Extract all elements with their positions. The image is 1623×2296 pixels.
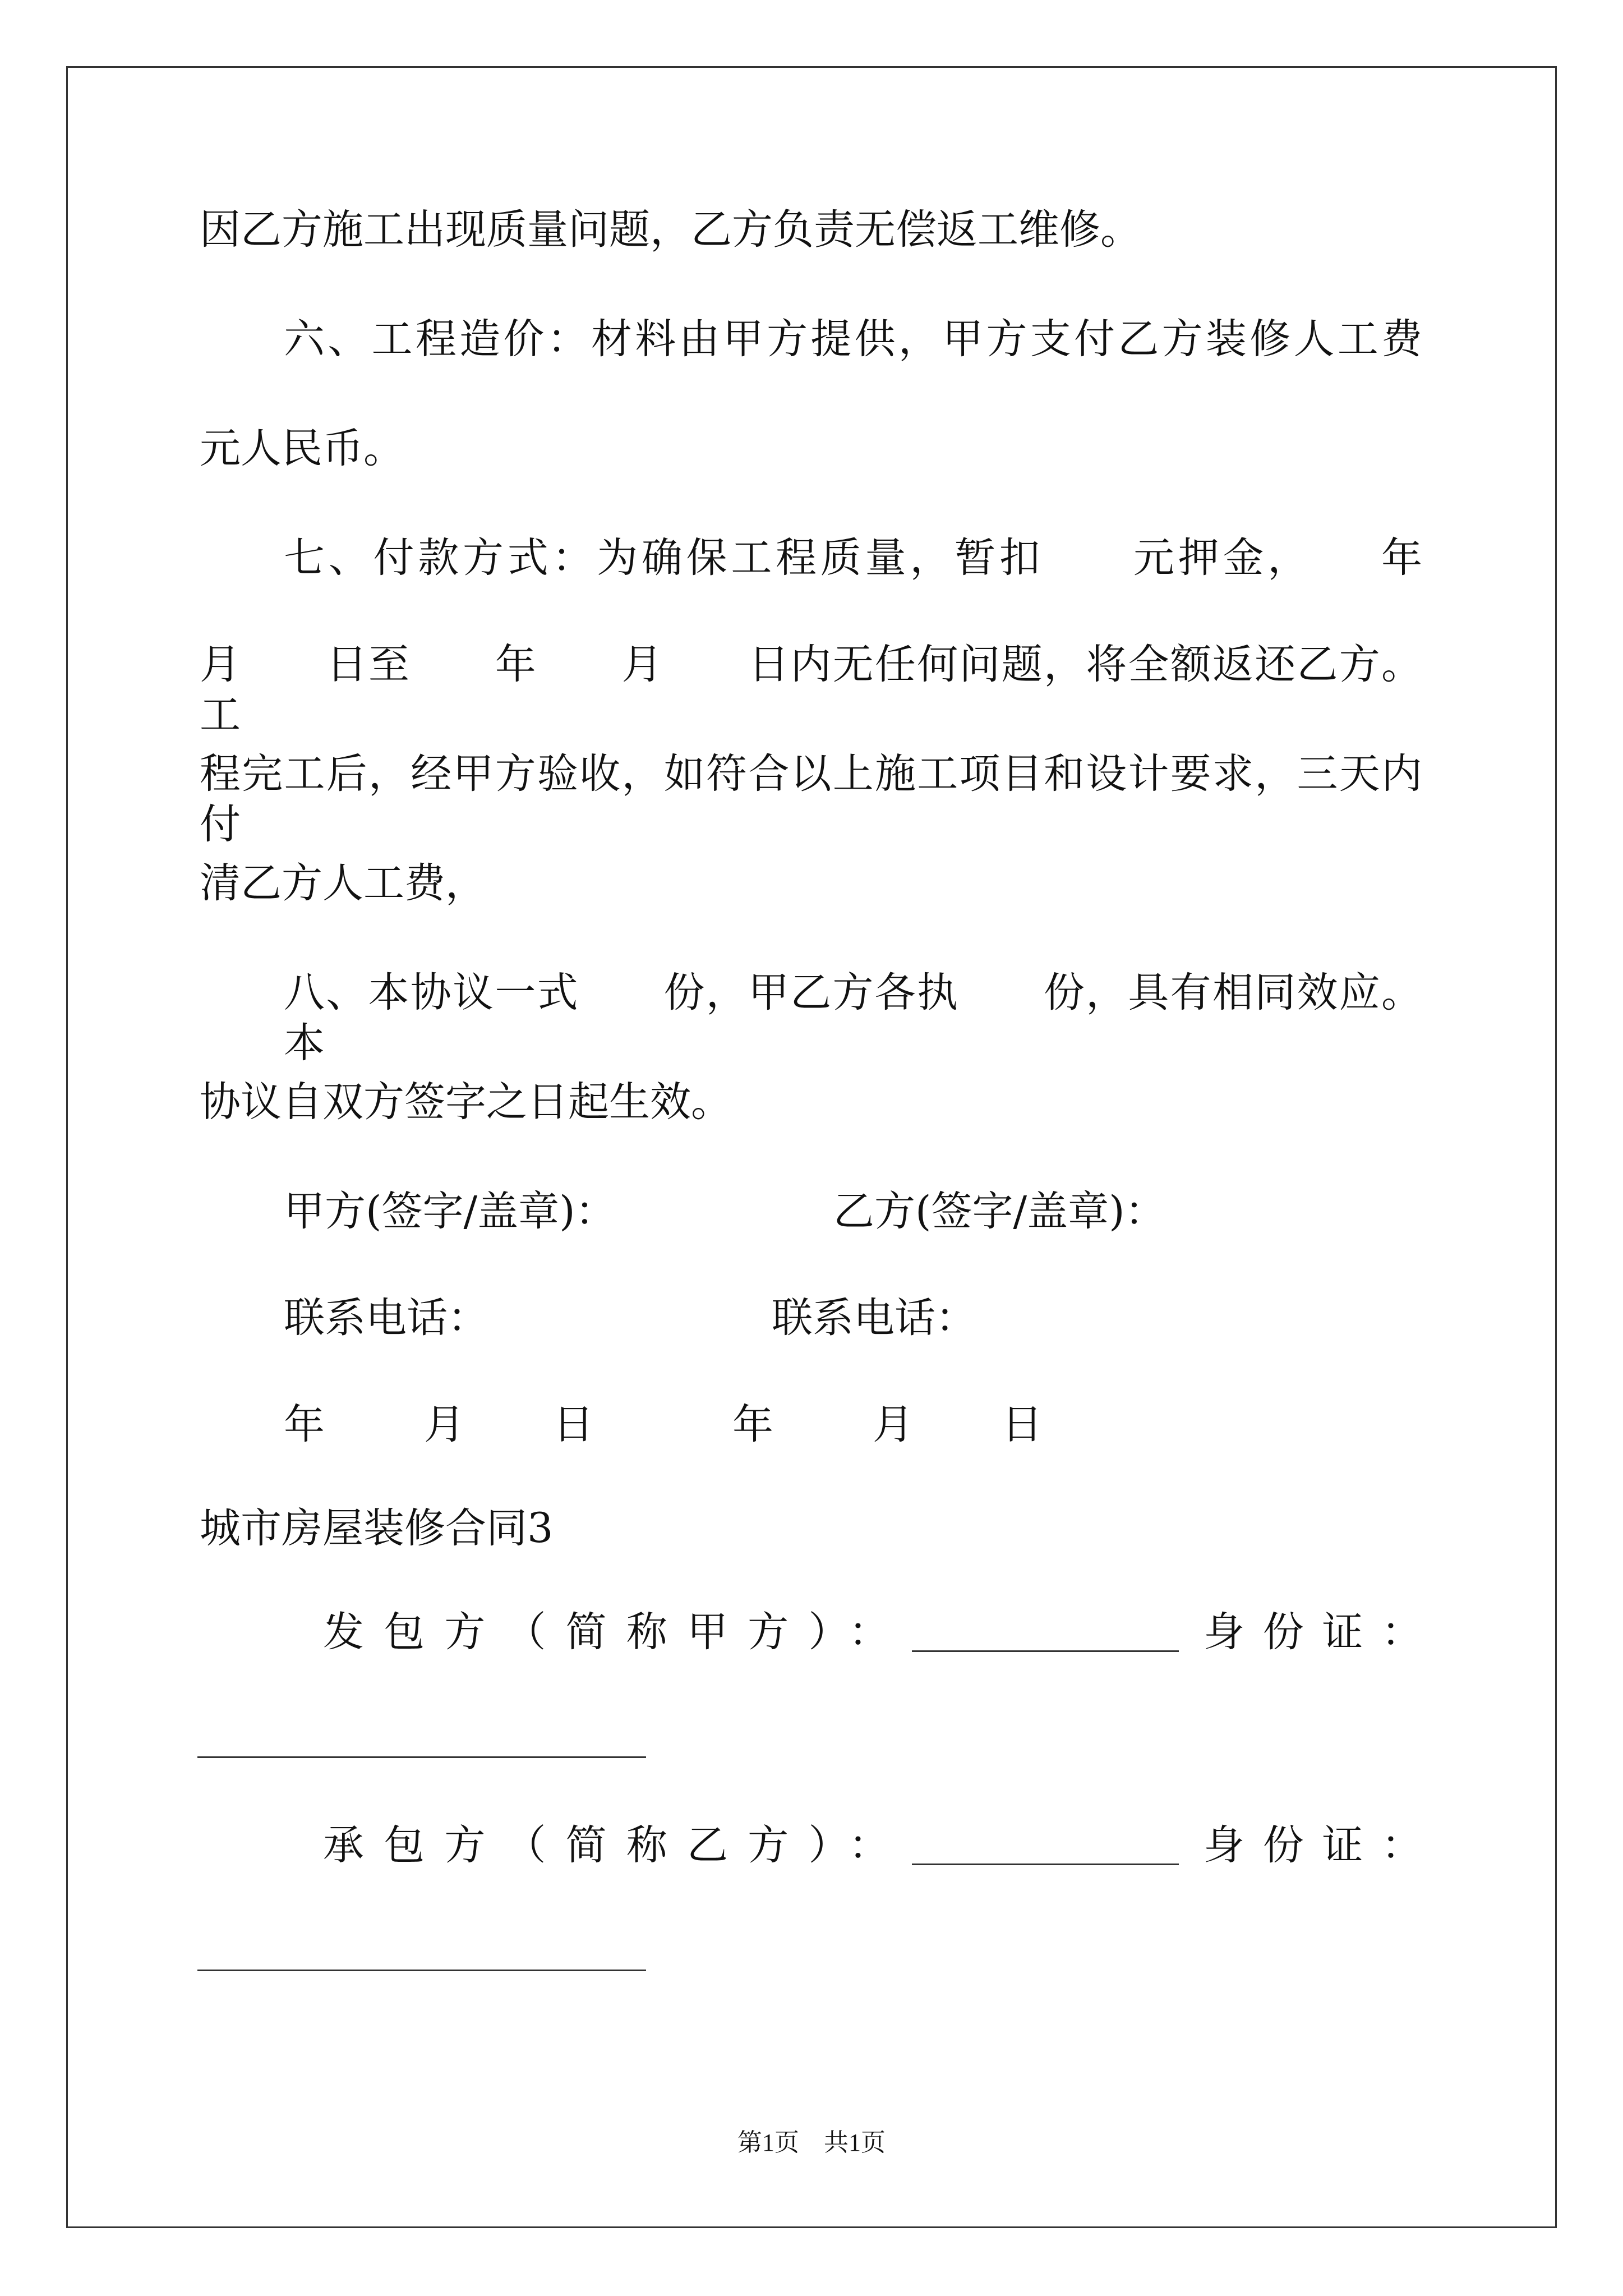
employer-name-blank [912,1650,1179,1652]
party-b-signature-label: 乙方(签字/盖章)： [833,1188,1166,1235]
section-title: 城市房屋装修合同3 [200,1504,554,1552]
page-border [66,66,1557,2228]
contractor-id-label: 身份证： [1204,1821,1422,1869]
contractor-label: 承包方（简称乙方）： [323,1821,889,1869]
clause-six-line: 六、工程造价：材料由甲方提供，甲方支付乙方装修人工费 [284,315,1422,363]
date-b-year: 年 [732,1401,773,1448]
clause-eight-line: 协议自双方签字之日起生效。 [200,1078,732,1126]
clause-six-line: 元人民币。 [200,425,404,472]
employer-id-label: 身份证： [1204,1608,1422,1656]
employer-label: 发包方（简称甲方）： [323,1608,889,1656]
employer-id-blank [197,1756,646,1758]
date-a-month: 月 [424,1401,465,1448]
paragraph-line: 因乙方施工出现质量问题，乙方负责无偿返工维修。 [200,206,1141,254]
clause-seven-line: 月 日至 年 月 日内无任何问题，将全额返还乙方。工 [200,641,1422,739]
contractor-id-blank [197,1970,646,1971]
clause-seven-line: 程完工后，经甲方验收，如符合以上施工项目和设计要求，三天内付 [200,750,1422,848]
party-b-phone-label: 联系电话： [772,1294,976,1342]
clause-seven-line: 七、付款方式：为确保工程质量，暂扣 元押金， 年 [284,534,1422,582]
party-a-phone-label: 联系电话： [284,1294,488,1342]
date-b-month: 月 [873,1401,914,1448]
date-a-day: 日 [553,1401,594,1448]
page-footer: 第1页 共1页 [737,2129,886,2156]
contractor-name-blank [912,1864,1179,1865]
date-b-day: 日 [1002,1401,1043,1448]
clause-seven-line: 清乙方人工费， [200,859,486,907]
clause-eight-line: 八、本协议一式 份，甲乙方各执 份，具有相同效应。本 [284,969,1422,1067]
party-a-signature-label: 甲方(签字/盖章)： [284,1188,616,1235]
date-a-year: 年 [284,1401,325,1448]
